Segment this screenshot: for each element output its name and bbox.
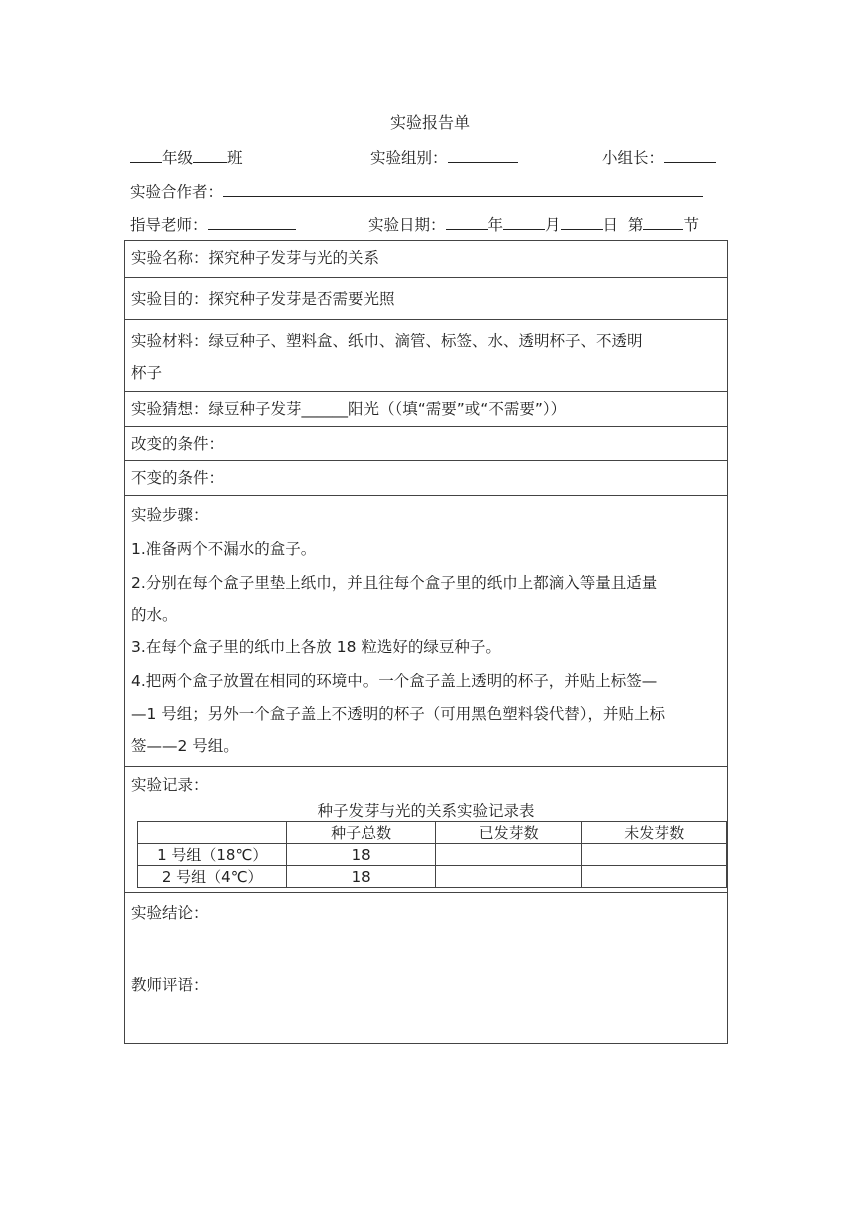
experiment-materials-row [125, 320, 727, 392]
grade-class-line [130, 146, 243, 168]
teacher-comment-label[interactable]: 教师评语： [131, 976, 209, 994]
class-label: 班 [227, 149, 243, 167]
changed-condition-label[interactable]: 改变的条件： [131, 435, 225, 453]
day-label: 日 [602, 216, 619, 234]
month-blank[interactable] [503, 213, 545, 230]
sprouted-cell[interactable] [435, 866, 582, 888]
not-sprouted-cell[interactable] [582, 866, 727, 888]
partners-line [130, 180, 703, 202]
not-sprouted-cell[interactable] [582, 844, 727, 866]
group-name-cell: 1 号组（18℃） [138, 844, 287, 866]
step-line: 4.把两个盒子放置在相同的环境中。一个盒子盖上透明的杯子，并贴上标签— [131, 672, 658, 690]
date-line [368, 213, 699, 235]
leader-line [602, 146, 716, 168]
teacher-label: 指导老师： [130, 216, 208, 234]
group-blank[interactable] [448, 146, 518, 163]
report-form [124, 240, 728, 1044]
materials-line-2: 杯子 [131, 364, 163, 382]
step-line: 2.分别在每个盒子里垫上纸巾，并且往每个盒子里的纸巾上都滴入等量且适量 [131, 574, 658, 592]
period-prefix: 第 [627, 216, 644, 234]
experiment-purpose-row [125, 278, 727, 320]
changed-condition-row [125, 427, 727, 461]
step-line: 签——2 号组。 [131, 737, 239, 755]
record-row [125, 767, 727, 893]
materials-line-1: 实验材料：绿豆种子、塑料盒、纸巾、滴管、标签、水、透明杯子、不透明 [131, 332, 643, 350]
record-label: 实验记录： [131, 776, 209, 794]
step-line: —1 号组；另外一个盒子盖上不透明的杯子（可用黑色塑料袋代替），并贴上标 [131, 705, 666, 723]
step-line: 的水。 [131, 606, 178, 624]
header-cell: 未发芽数 [582, 822, 727, 844]
experiment-name: 实验名称：探究种子发芽与光的关系 [131, 249, 380, 267]
year-label: 年 [487, 216, 504, 234]
year-blank[interactable] [446, 213, 488, 230]
group-name-cell: 2 号组（4℃） [138, 866, 287, 888]
header-cell: 种子总数 [287, 822, 436, 844]
grade-blank[interactable] [130, 146, 162, 163]
date-label: 实验日期： [368, 216, 446, 234]
group-line [370, 146, 518, 168]
conclusion-space[interactable] [131, 927, 721, 971]
header-cell [138, 822, 287, 844]
steps-row [125, 496, 727, 767]
teacher-blank[interactable] [208, 213, 296, 230]
record-table [137, 821, 727, 888]
partners-blank[interactable] [223, 180, 703, 197]
month-label: 月 [545, 216, 561, 234]
table-header-row [138, 822, 727, 844]
sprouted-cell[interactable] [435, 844, 582, 866]
step-line: 1.准备两个不漏水的盒子。 [131, 540, 317, 558]
teacher-line [130, 213, 296, 235]
total-seeds-cell: 18 [287, 844, 436, 866]
partners-label: 实验合作者： [130, 183, 224, 201]
record-table-caption: 种子发芽与光的关系实验记录表 [317, 802, 535, 820]
total-seeds-cell: 18 [287, 866, 436, 888]
header-cell: 已发芽数 [435, 822, 582, 844]
table-row [138, 866, 727, 888]
leader-label: 小组长： [602, 149, 665, 167]
hypothesis[interactable]: 实验猜想：绿豆种子发芽______阳光（（填“需要”或“不需要”）） [131, 400, 567, 418]
experiment-purpose: 实验目的：探究种子发芽是否需要光照 [131, 290, 395, 308]
unchanged-condition-label[interactable]: 不变的条件： [131, 469, 225, 487]
table-row [138, 844, 727, 866]
conclusion-label[interactable]: 实验结论： [131, 904, 209, 922]
group-label: 实验组别： [370, 149, 448, 167]
period-label: 节 [683, 216, 699, 234]
leader-blank[interactable] [664, 146, 716, 163]
class-blank[interactable] [193, 146, 227, 163]
day-blank[interactable] [561, 213, 603, 230]
conclusion-row [125, 893, 727, 1043]
hypothesis-row [125, 392, 727, 427]
page-title: 实验报告单 [389, 113, 470, 132]
experiment-name-row [125, 241, 727, 278]
unchanged-condition-row [125, 461, 727, 496]
grade-label: 年级 [162, 149, 194, 167]
period-blank[interactable] [643, 213, 683, 230]
step-line: 3.在每个盒子里的纸巾上各放 18 粒选好的绿豆种子。 [131, 638, 501, 656]
steps-label: 实验步骤： [131, 506, 209, 524]
